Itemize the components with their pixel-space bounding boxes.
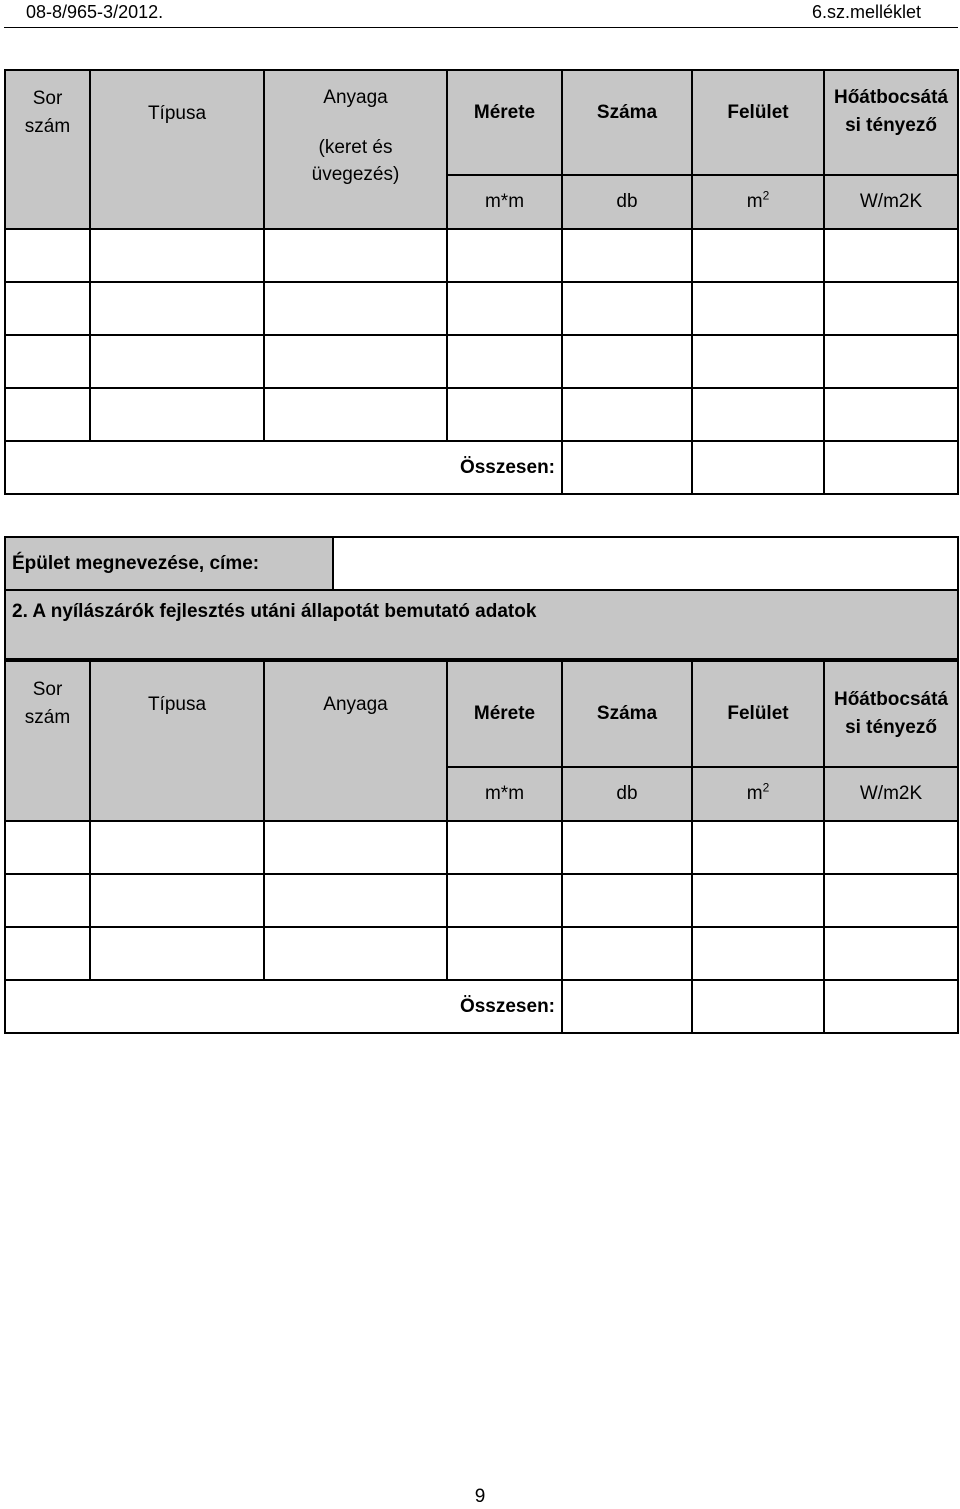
cell-tipusa[interactable] [90, 388, 264, 441]
building-name-label: Épület megnevezése, címe: [5, 537, 333, 590]
windows-after-table [4, 660, 959, 1034]
annex-label: 6.sz.melléklet [812, 2, 922, 22]
cell-anyaga[interactable] [264, 282, 447, 335]
cell-merete[interactable] [447, 821, 562, 874]
unit-merete: m*m [447, 767, 562, 821]
total-felulet[interactable] [692, 441, 824, 494]
cell-anyaga[interactable] [264, 927, 447, 980]
cell-merete[interactable] [447, 874, 562, 927]
cell-szama[interactable] [562, 874, 692, 927]
cell-merete[interactable] [447, 282, 562, 335]
page-number: 9 [474, 1486, 486, 1507]
col-header-szama: Száma [562, 70, 692, 175]
col-header-hoatbocsatasi [824, 661, 958, 767]
unit-felulet-base: m [746, 783, 763, 805]
header-divider [4, 27, 958, 28]
col-header-anyaga [264, 70, 447, 229]
col-header-sorszam [5, 70, 90, 229]
cell-merete[interactable] [447, 335, 562, 388]
table-row [5, 335, 958, 388]
cell-felulet[interactable] [692, 229, 824, 282]
cell-tipusa[interactable] [90, 335, 264, 388]
cell-sorszam[interactable] [5, 927, 90, 980]
building-name-field[interactable] [333, 537, 958, 590]
cell-sorszam[interactable] [5, 821, 90, 874]
unit-hoatbocsatasi: W/m2K [824, 767, 958, 821]
unit-merete: m*m [447, 175, 562, 229]
cell-felulet[interactable] [692, 388, 824, 441]
cell-szama[interactable] [562, 821, 692, 874]
col-header-tipusa [90, 70, 264, 229]
cell-anyaga[interactable] [264, 821, 447, 874]
windows-before-table [4, 69, 959, 495]
col-header-anyaga [264, 661, 447, 821]
col-header-felulet: Felület [692, 70, 824, 175]
cell-hoatbocsatasi[interactable] [824, 874, 958, 927]
cell-felulet[interactable] [692, 874, 824, 927]
table-row [5, 388, 958, 441]
col-header-anyaga-line3: üvegezés) [311, 164, 400, 186]
cell-hoatbocsatasi[interactable] [824, 229, 958, 282]
cell-szama[interactable] [562, 229, 692, 282]
cell-sorszam[interactable] [5, 282, 90, 335]
col-header-sorszam-line1: Sor [32, 88, 63, 109]
unit-felulet-base: m [746, 191, 763, 213]
cell-anyaga[interactable] [264, 335, 447, 388]
cell-szama[interactable] [562, 335, 692, 388]
table-row [5, 282, 958, 335]
cell-tipusa[interactable] [90, 821, 264, 874]
cell-hoatbocsatasi[interactable] [824, 821, 958, 874]
col-header-tipusa-label: Típusa [147, 694, 207, 715]
col-header-sorszam [5, 661, 90, 821]
document-reference: 08-8/965-3/2012. [26, 2, 164, 22]
cell-tipusa[interactable] [90, 874, 264, 927]
unit-felulet [692, 175, 824, 229]
cell-hoatbocsatasi[interactable] [824, 282, 958, 335]
col-header-anyaga-label: Anyaga [323, 694, 388, 715]
table-row [5, 821, 958, 874]
cell-sorszam[interactable] [5, 335, 90, 388]
col-header-sorszam-line1: Sor [32, 679, 63, 700]
total-szama[interactable] [562, 980, 692, 1033]
cell-tipusa[interactable] [90, 282, 264, 335]
total-felulet[interactable] [692, 980, 824, 1033]
col-header-anyaga-line1: Anyaga [323, 87, 388, 108]
unit-felulet-exponent: 2 [762, 188, 770, 203]
unit-szama: db [562, 175, 692, 229]
col-header-hoatbocsatasi [824, 70, 958, 175]
total-szama[interactable] [562, 441, 692, 494]
total-label: Összesen: [5, 980, 562, 1033]
col-header-szama: Száma [562, 661, 692, 767]
table-row [5, 927, 958, 980]
col-header-anyaga-line2: (keret és [318, 136, 393, 158]
total-hoatbocsatasi[interactable] [824, 441, 958, 494]
cell-hoatbocsatasi[interactable] [824, 335, 958, 388]
col-header-merete: Mérete [447, 70, 562, 175]
unit-felulet [692, 767, 824, 821]
cell-felulet[interactable] [692, 821, 824, 874]
cell-szama[interactable] [562, 927, 692, 980]
cell-merete[interactable] [447, 229, 562, 282]
cell-sorszam[interactable] [5, 229, 90, 282]
table-row [5, 874, 958, 927]
cell-felulet[interactable] [692, 927, 824, 980]
col-header-merete: Mérete [447, 661, 562, 767]
cell-sorszam[interactable] [5, 874, 90, 927]
cell-hoatbocsatasi[interactable] [824, 388, 958, 441]
col-header-tipusa [90, 661, 264, 821]
cell-szama[interactable] [562, 282, 692, 335]
total-row [5, 441, 958, 494]
cell-merete[interactable] [447, 388, 562, 441]
cell-tipusa[interactable] [90, 927, 264, 980]
total-hoatbocsatasi[interactable] [824, 980, 958, 1033]
total-row [5, 980, 958, 1033]
cell-anyaga[interactable] [264, 874, 447, 927]
total-label: Összesen: [5, 441, 562, 494]
col-header-felulet: Felület [692, 661, 824, 767]
cell-anyaga[interactable] [264, 229, 447, 282]
col-header-sorszam-line2: szám [24, 706, 71, 728]
table-row [5, 229, 958, 282]
col-header-sorszam-line2: szám [24, 115, 71, 137]
col-header-hoatb-line2: si tényező [845, 114, 937, 136]
cell-anyaga[interactable] [264, 388, 447, 441]
cell-merete[interactable] [447, 927, 562, 980]
section-2-title: 2. A nyílászárók fejlesztés utáni állapotát bemutató adatok [5, 590, 958, 659]
unit-felulet-exponent: 2 [762, 780, 770, 795]
cell-hoatbocsatasi[interactable] [824, 927, 958, 980]
unit-szama: db [562, 767, 692, 821]
cell-szama[interactable] [562, 388, 692, 441]
col-header-hoatb-line1: Hőátbocsátá [833, 689, 949, 711]
cell-felulet[interactable] [692, 335, 824, 388]
cell-sorszam[interactable] [5, 388, 90, 441]
col-header-hoatb-line1: Hőátbocsátá [833, 87, 949, 108]
col-header-tipusa-label: Típusa [147, 103, 207, 124]
cell-tipusa[interactable] [90, 229, 264, 282]
cell-felulet[interactable] [692, 282, 824, 335]
col-header-hoatb-line2: si tényező [845, 717, 937, 738]
building-info-table [4, 536, 959, 660]
unit-hoatbocsatasi: W/m2K [824, 175, 958, 229]
